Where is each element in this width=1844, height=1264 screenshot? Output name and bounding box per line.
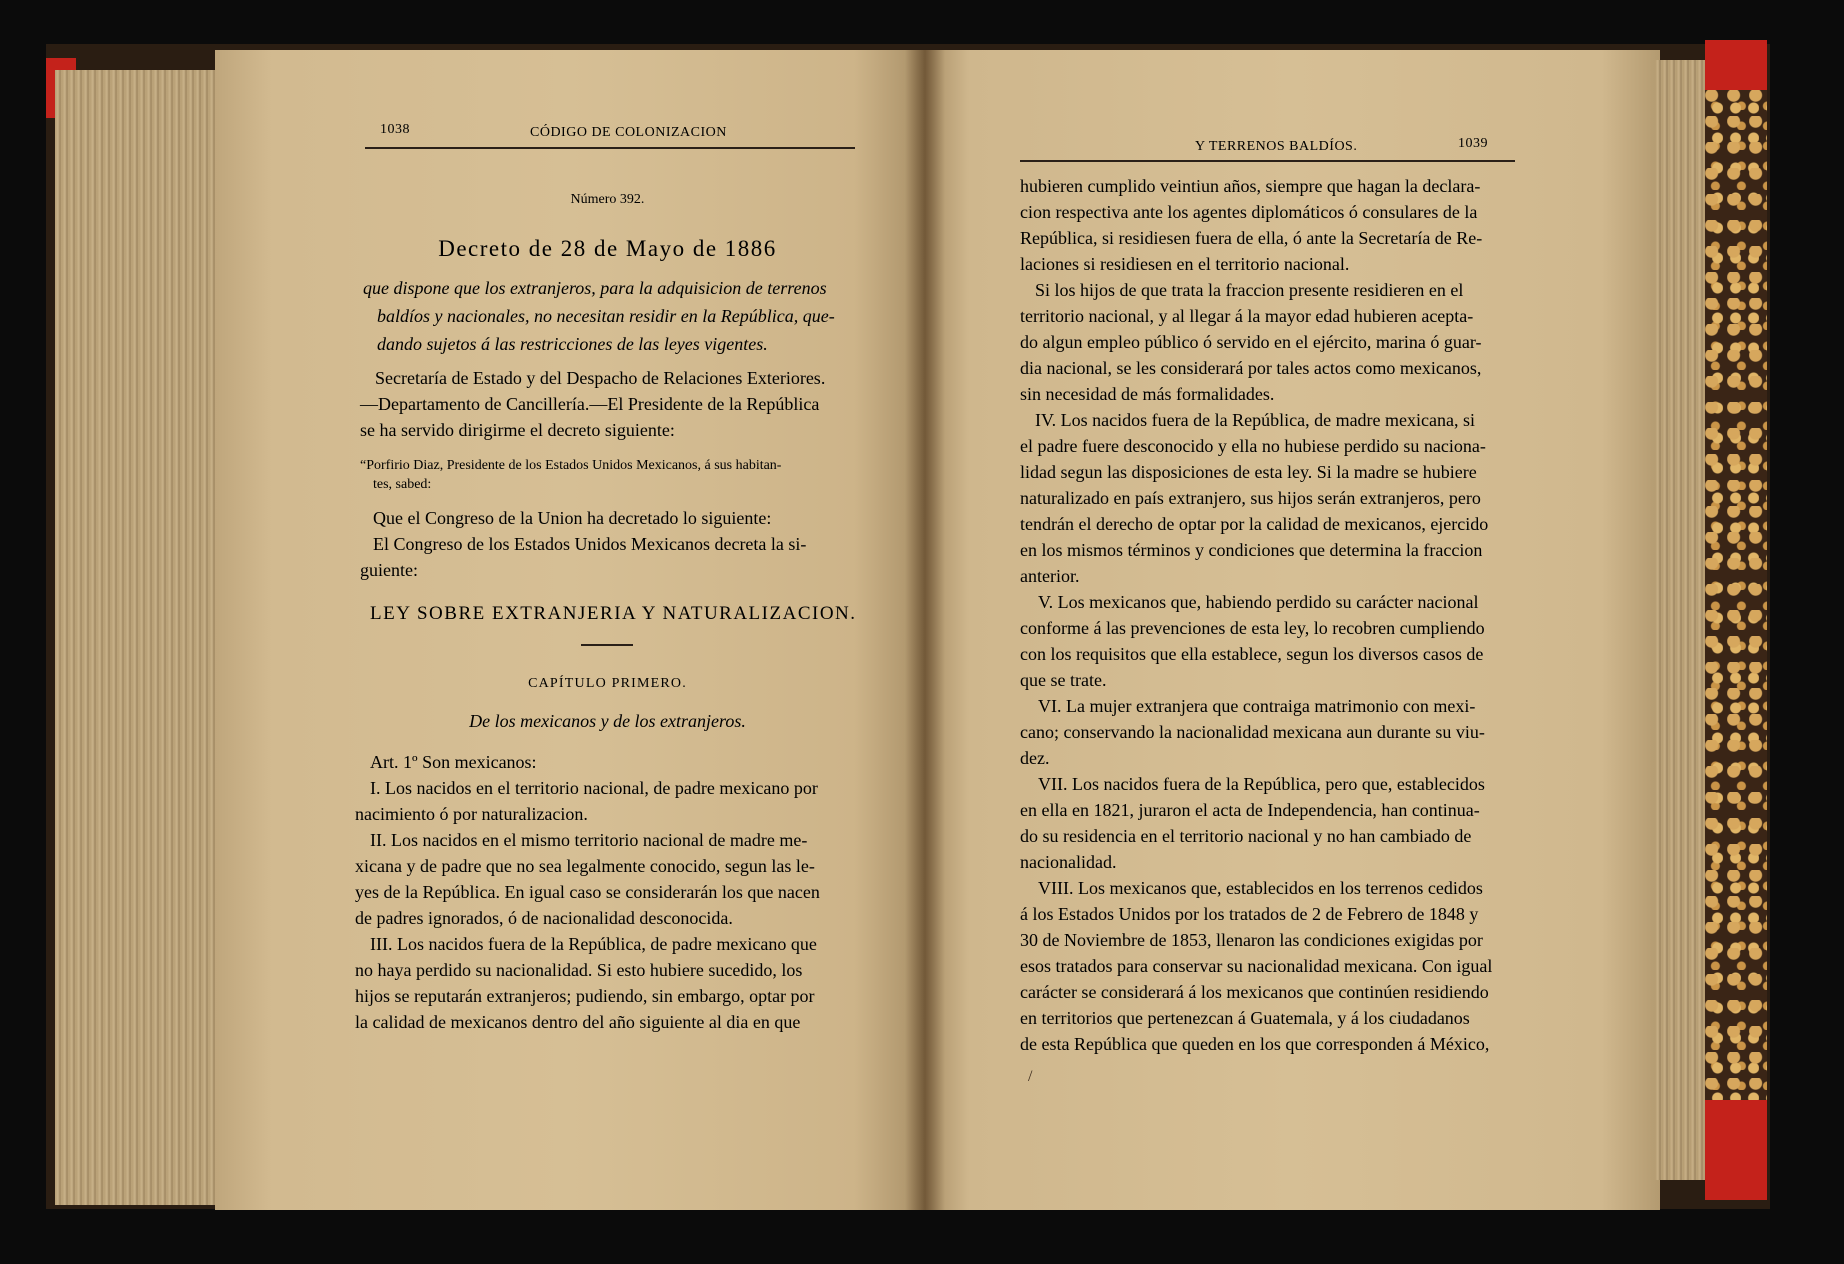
right-running-head: Y TERRENOS BALDÍOS. [1195,139,1358,154]
rbody-line-22: cano; conservando la nacionalidad mexicana aun durante su viu- [1020,722,1485,742]
congress-line-1: Que el Congreso de la Union ha decretado lo siguiente: [373,508,772,528]
rbody-line-25: en ella en 1821, juraron el acta de Independencia, han continua- [1020,800,1480,820]
rbody-line-17: V. Los mexicanos que, habiendo perdido su carácter nacional [1038,592,1479,612]
rbody-line-23: dez. [1020,748,1050,768]
rbody-line-1: hubieren cumplido veintiun años, siempre que hagan la declara- [1020,176,1481,196]
footer-mark: / [1028,1068,1033,1085]
body-line-7: de padres ignorados, ó de nacionalidad desconocida. [355,908,733,928]
page-edges-left [55,70,225,1205]
rbody-line-32: carácter se considerará á los mexicanos que continúen residiendo [1020,982,1489,1002]
rbody-line-29: á los Estados Unidos por los tratados de 2 de Febrero de 1848 y [1020,904,1479,924]
rbody-line-12: lidad segun las disposiciones de esta ley. Si la madre se hubiere [1020,462,1477,482]
chapter-subtitle: De los mexicanos y de los extranjeros. [469,711,746,731]
rbody-line-15: en los mismos términos y condiciones que determina la fraccion [1020,540,1483,560]
rbody-line-14: tendrán el derecho de optar por la calidad de mexicanos, ejercido [1020,514,1489,534]
intro-line-1: Secretaría de Estado y del Despacho de Relaciones Exteriores. [375,368,826,388]
rbody-line-9: sin necesidad de más formalidades. [1020,384,1275,404]
body-line-8: III. Los nacidos fuera de la República, de padre mexicano que [370,934,817,954]
body-line-10: hijos se reputarán extranjeros; pudiendo, sin embargo, optar por [355,986,815,1006]
rbody-line-8: dia nacional, se les considerará por tales actos como mexicanos, [1020,358,1482,378]
rbody-line-18: conforme á las prevenciones de esta ley, lo recobren cumpliendo [1020,618,1485,638]
intro-line-2: —Departamento de Cancillería.—El Presidente de la República [360,394,820,414]
rbody-line-27: nacionalidad. [1020,852,1117,872]
body-line-4: II. Los nacidos en el mismo territorio nacional de madre me- [370,830,808,850]
rbody-line-4: laciones si residiesen en el territorio nacional. [1020,254,1350,274]
body-line-9: no haya perdido su nacionalidad. Si esto hubiere sucedido, los [355,960,803,980]
page-edges-right [1655,60,1705,1180]
rbody-line-31: esos tratados para conservar su nacionalidad mexicana. Con igual [1020,956,1493,976]
quote-line-2: tes, sabed: [373,477,432,492]
rbody-line-16: anterior. [1020,566,1080,586]
body-line-5: xicana y de padre que no sea legalmente conocido, segun las le- [355,856,815,876]
right-page-text [1020,0,1515,1264]
rbody-line-19: con los requisitos que ella establece, segun los diversos casos de [1020,644,1484,664]
body-line-3: nacimiento ó por naturalizacion. [355,804,588,824]
rbody-line-26: do su residencia en el territorio nacional y no han cambiado de [1020,826,1472,846]
quote-line-1: “Porfirio Diaz, Presidente de los Estados Unidos Mexicanos, á sus habitan- [360,458,782,473]
left-page-number: 1038 [380,122,410,137]
subtitle-line-2: baldíos y nacionales, no necesitan residir en la República, que- [377,306,835,326]
body-line-11: la calidad de mexicanos dentro del año siguiente al dia en que [355,1012,801,1032]
chapter-heading: CAPÍTULO PRIMERO. [528,676,687,691]
law-title: LEY SOBRE EXTRANJERIA Y NATURALIZACION. [370,603,857,624]
left-running-head: CÓDIGO DE COLONIZACION [530,125,727,140]
rbody-line-6: territorio nacional, y al llegar á la mayor edad hubieren acepta- [1020,306,1474,326]
congress-line-3: guiente: [360,560,418,580]
rbody-line-24: VII. Los nacidos fuera de la República, pero que, establecidos [1038,774,1485,794]
right-page-number: 1039 [1458,136,1488,151]
rbody-line-5: Si los hijos de que trata la fraccion presente residieren en el [1035,280,1464,300]
rbody-line-30: 30 de Noviembre de 1853, llenaron las condiciones exigidas por [1020,930,1483,950]
subtitle-line-3: dando sujetos á las restricciones de las leyes vigentes. [377,334,768,354]
body-line-2: I. Los nacidos en el territorio nacional, de padre mexicano por [370,778,818,798]
rbody-line-34: de esta República que queden en los que corresponden á México, [1020,1034,1490,1054]
body-line-6: yes de la República. En igual caso se considerarán los que nacen [355,882,820,902]
right-head-rule [1020,160,1515,162]
rbody-line-28: VIII. Los mexicanos que, establecidos en los terrenos cedidos [1038,878,1483,898]
rbody-line-3: República, si residiesen fuera de ella, ó ante la Secretaría de Re- [1020,228,1483,248]
congress-line-2: El Congreso de los Estados Unidos Mexicanos decreta la si- [373,534,807,554]
left-head-rule [365,147,855,149]
red-corner-bottom-right [1705,1090,1767,1200]
book-gutter [905,50,945,1210]
rbody-line-7: do algun empleo público ó servido en el ejército, marina ó guar- [1020,332,1482,352]
rbody-line-20: que se trate. [1020,670,1107,690]
rbody-line-33: en territorios que pertenezcan á Guatemala, y á los ciudadanos [1020,1008,1470,1028]
decree-number: Número 392. [570,192,645,207]
rbody-line-10: IV. Los nacidos fuera de la República, de madre mexicana, si [1035,410,1476,430]
subtitle-line-1: que dispone que los extranjeros, para la adquisicion de terrenos [363,278,827,298]
body-line-1: Art. 1º Son mexicanos: [370,752,537,772]
decree-title: Decreto de 28 de Mayo de 1886 [438,236,777,261]
marbled-cover-edge [1705,90,1767,1100]
rbody-line-2: cion respectiva ante los agentes diplomáticos ó consulares de la [1020,202,1478,222]
intro-line-3: se ha servido dirigirme el decreto siguiente: [360,420,675,440]
rbody-line-11: el padre fuere desconocido y ella no hubiese perdido su naciona- [1020,436,1486,456]
rbody-line-21: VI. La mujer extranjera que contraiga matrimonio con mexi- [1038,696,1476,716]
law-title-separator [581,644,633,646]
rbody-line-13: naturalizado en país extranjero, sus hijos serán extranjeros, pero [1020,488,1481,508]
left-page-text [355,0,860,1264]
